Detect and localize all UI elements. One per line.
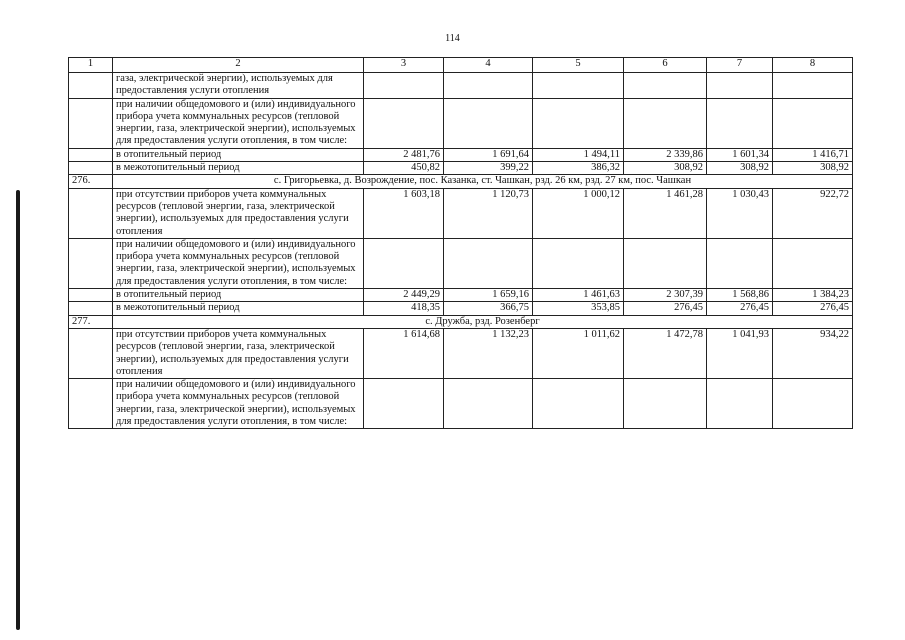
tariff-value — [444, 238, 533, 288]
tariff-row — [69, 379, 853, 429]
tariff-value — [773, 98, 853, 148]
tariff-value: 2 449,29 — [364, 289, 444, 302]
tariff-value: 308,92 — [624, 162, 707, 175]
tariff-table — [68, 57, 853, 429]
row-index — [69, 328, 113, 378]
tariff-value: 1 601,34 — [707, 148, 773, 161]
tariff-value: 1 000,12 — [533, 188, 624, 238]
tariff-value — [624, 238, 707, 288]
tariff-value: 922,72 — [773, 188, 853, 238]
row-description: в межотопительный период — [113, 162, 364, 175]
tariff-value — [444, 379, 533, 429]
row-index — [69, 238, 113, 288]
tariff-value — [624, 98, 707, 148]
page-number: 114 — [445, 33, 460, 44]
location-row — [69, 175, 853, 188]
tariff-value: 2 481,76 — [364, 148, 444, 161]
tariff-value: 934,22 — [773, 328, 853, 378]
tariff-value: 1 568,86 — [707, 289, 773, 302]
tariff-value: 1 030,43 — [707, 188, 773, 238]
col-header: 3 — [364, 58, 444, 73]
tariff-value: 1 416,71 — [773, 148, 853, 161]
tariff-value: 450,82 — [364, 162, 444, 175]
col-header: 2 — [113, 58, 364, 73]
row-index — [69, 379, 113, 429]
tariff-value: 1 461,63 — [533, 289, 624, 302]
tariff-value — [533, 73, 624, 99]
column-number-row — [69, 58, 853, 73]
tariff-value: 276,45 — [707, 302, 773, 315]
tariff-value: 308,92 — [707, 162, 773, 175]
row-index — [69, 302, 113, 315]
tariff-row — [69, 98, 853, 148]
tariff-row — [69, 328, 853, 378]
tariff-value: 1 120,73 — [444, 188, 533, 238]
col-header: 8 — [773, 58, 853, 73]
location-name: с. Дружба, рзд. Розенберг — [113, 315, 853, 328]
tariff-value: 2 339,86 — [624, 148, 707, 161]
tariff-value: 276,45 — [624, 302, 707, 315]
tariff-row — [69, 238, 853, 288]
tariff-value: 399,22 — [444, 162, 533, 175]
tariff-value — [364, 379, 444, 429]
tariff-value: 1 494,11 — [533, 148, 624, 161]
tariff-row — [69, 148, 853, 161]
tariff-value — [707, 73, 773, 99]
tariff-value: 1 691,64 — [444, 148, 533, 161]
tariff-value: 1 659,16 — [444, 289, 533, 302]
tariff-value — [533, 379, 624, 429]
row-description: в отопительный период — [113, 289, 364, 302]
tariff-value: 276,45 — [773, 302, 853, 315]
tariff-value — [624, 73, 707, 99]
row-index — [69, 289, 113, 302]
tariff-row — [69, 188, 853, 238]
tariff-value — [533, 238, 624, 288]
tariff-value — [364, 98, 444, 148]
tariff-row — [69, 73, 853, 99]
row-index — [69, 188, 113, 238]
row-description: в отопительный период — [113, 148, 364, 161]
scan-shadow-edge — [16, 190, 20, 630]
tariff-value — [773, 73, 853, 99]
row-index — [69, 98, 113, 148]
row-description: при наличии общедомового и (или) индивидуального прибора учета коммунальных ресурсов (тепловой энергии, газа, электрической энергии), используемых для предоставления услуги отопления, в том числе: — [113, 238, 364, 288]
col-header: 4 — [444, 58, 533, 73]
col-header: 7 — [707, 58, 773, 73]
tariff-value — [773, 238, 853, 288]
row-index — [69, 148, 113, 161]
tariff-value: 2 307,39 — [624, 289, 707, 302]
row-description: при отсутствии приборов учета коммунальных ресурсов (тепловой энергии, газа, электрической энергии), используемых для предоставления услуги отопления — [113, 328, 364, 378]
col-header: 5 — [533, 58, 624, 73]
tariff-value — [707, 98, 773, 148]
table-body — [69, 58, 853, 429]
tariff-value: 1 041,93 — [707, 328, 773, 378]
tariff-value: 418,35 — [364, 302, 444, 315]
tariff-value — [624, 379, 707, 429]
row-description: газа, электрической энергии), используемых для предоставления услуги отопления — [113, 73, 364, 99]
tariff-value — [444, 73, 533, 99]
row-description: при наличии общедомового и (или) индивидуального прибора учета коммунальных ресурсов (тепловой энергии, газа, электрической энергии), используемых для предоставления услуги отопления, в том числе: — [113, 98, 364, 148]
row-index: 276. — [69, 175, 113, 188]
row-description: при отсутствии приборов учета коммунальных ресурсов (тепловой энергии, газа, электрической энергии), используемых для предоставления услуги отопления — [113, 188, 364, 238]
col-header: 1 — [69, 58, 113, 73]
col-header: 6 — [624, 58, 707, 73]
location-row — [69, 315, 853, 328]
tariff-value: 1 614,68 — [364, 328, 444, 378]
tariff-value: 1 132,23 — [444, 328, 533, 378]
tariff-value — [707, 238, 773, 288]
row-index — [69, 73, 113, 99]
row-description: при наличии общедомового и (или) индивидуального прибора учета коммунальных ресурсов (тепловой энергии, газа, электрической энергии), используемых для предоставления услуги отопления, в том числе: — [113, 379, 364, 429]
tariff-value: 1 603,18 — [364, 188, 444, 238]
tariff-value — [364, 238, 444, 288]
tariff-value — [533, 98, 624, 148]
row-description: в межотопительный период — [113, 302, 364, 315]
tariff-value: 1 461,28 — [624, 188, 707, 238]
row-index — [69, 162, 113, 175]
tariff-value: 1 472,78 — [624, 328, 707, 378]
row-index: 277. — [69, 315, 113, 328]
tariff-value: 366,75 — [444, 302, 533, 315]
tariff-row — [69, 162, 853, 175]
tariff-value — [707, 379, 773, 429]
tariff-value — [773, 379, 853, 429]
location-name: с. Григорьевка, д. Возрождение, пос. Казанка, ст. Чашкан, рзд. 26 км, рзд. 27 км, пос. Чашкан — [113, 175, 853, 188]
tariff-value — [364, 73, 444, 99]
tariff-value: 308,92 — [773, 162, 853, 175]
tariff-value: 1 384,23 — [773, 289, 853, 302]
tariff-value: 386,32 — [533, 162, 624, 175]
tariff-value: 1 011,62 — [533, 328, 624, 378]
tariff-row — [69, 302, 853, 315]
tariff-value — [444, 98, 533, 148]
tariff-value: 353,85 — [533, 302, 624, 315]
tariff-row — [69, 289, 853, 302]
